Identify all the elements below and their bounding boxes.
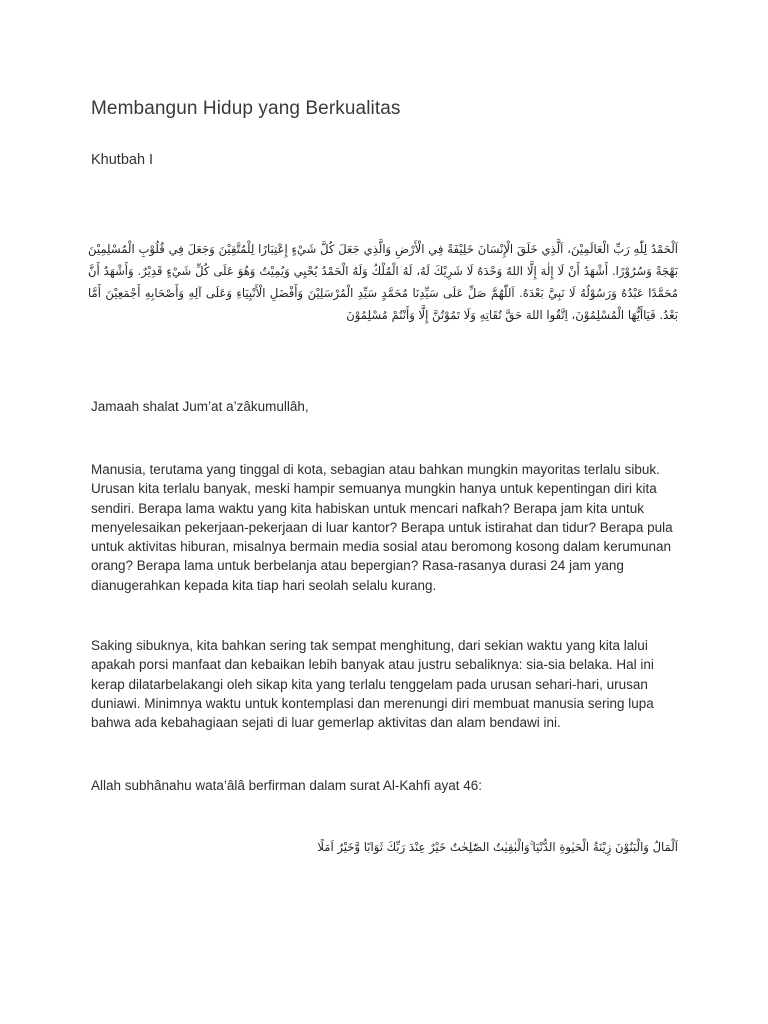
greeting-line: Jamaah shalat Jum’at a’zâkumullâh, — [91, 399, 309, 414]
document-title: Membangun Hidup yang Berkualitas — [91, 98, 401, 119]
section-heading: Khutbah I — [91, 152, 154, 168]
body-paragraph-2: Saking sibuknya, kita bahkan sering tak sempat menghitung, dari sekian waktu yang kita lalui apakah porsi manfaat dan kebaikan lebih banyak atau justru sebaliknya: sia-sia belaka. Hal ini kerap dilatarbelakangi oleh sikap kita yang terlalu tenggelam pada urusan sehari-hari, urusan duniawi. Minimnya waktu untuk kontemplasi dan merenungi diri membuat manusia sering lupa bahwa ada kebahagiaan sejati di luar gemerlap aktivitas dan alam bendawi ini. — [91, 638, 654, 731]
arabic-opening-prayer: اَلْحَمْدُ لِلّٰهِ رَبِّ الْعَالَمِيْنَ، اَلَّذِي خَلَقَ الْإِنْسَانَ خَلِيْفَةً فِي الْأَرْضِ وَالَّذِي جَعَلَ كُلَّ شَيْءٍ إِعْتِبَارًا لِلْمُتَّقِيْنَ وَجَعَلَ فِي قُلُوْبِ الْمُسْلِمِيْنَ بَهْجَةً وَسُرُوْرًا. أَشْهَدُ أَنْ لَا إِلٰهَ إِلَّا اللهُ وَحْدَهُ لَا شَرِيْكَ لَهُ، لَهُ الْمُلْكُ وَلَهُ الْحَمْدُ يُحْيِي وَيُمِيْتُ وَهُوَ عَلَى كُلِّ شَيْءٍ قَدِيْرٌ. وَأَشْهَدُ أَنَّ مُحَمَّدًا عَبْدُهُ وَرَسُوْلُهُ لَا نَبِيَّ بَعْدَهُ. اَللّٰهُمَّ صَلِّ عَلَى سَيِّدِنَا مُحَمَّدٍ سَيِّدِ الْمُرْسَلِيْنَ وَأَفْضَلِ الْأَنْبِيَاءِ وَعَلَى آلِهِ وَأَصْحَابِهِ أَجْمَعِيْنَ أَمَّا بَعْدُ. فَيَاأَيُّهَا الْمُسْلِمُوْنَ، اِتَّقُوا اللهَ حَقَّ تُقَاتِهِ وَلَا تَمُوْتُنَّ إِلَّا وَأَنْتُمْ مُسْلِمُوْنَ — [88, 242, 678, 322]
arabic-quran-verse: اَلْمَالُ وَالْبَنُوْنَ زِيْنَةُ الْحَيٰوةِ الدُّنْيَا ۚوَالْبٰقِيٰتُ الصّٰلِحٰتُ خَيْرٌ عِنْدَ رَبِّكَ ثَوَابًا وَّخَيْرٌ اَمَلًا — [317, 840, 678, 854]
body-paragraph-1: Manusia, terutama yang tinggal di kota, sebagian atau bahkan mungkin mayoritas terlalu sibuk. Urusan kita terlalu banyak, meski hampir semuanya mungkin hanya untuk kepentingan diri kita sendiri. Berapa lama waktu yang kita habiskan untuk mencari nafkah? Berapa jam kita untuk menyelesaikan pekerjaan-pekerjaan di luar kantor? Berapa untuk istirahat dan tidur? Berapa pula untuk aktivitas hiburan, misalnya bermain media sosial atau beromong kosong dalam kerumunan orang? Berapa lama untuk berbelanja atau bepergian? Rasa-rasanya durasi 24 jam yang dianugerahkan kepada kita tiap hari seolah selalu kurang. — [91, 462, 673, 593]
body-paragraph-3: Allah subhânahu wata’âlâ berfirman dalam surat Al-Kahfi ayat 46: — [91, 778, 482, 793]
